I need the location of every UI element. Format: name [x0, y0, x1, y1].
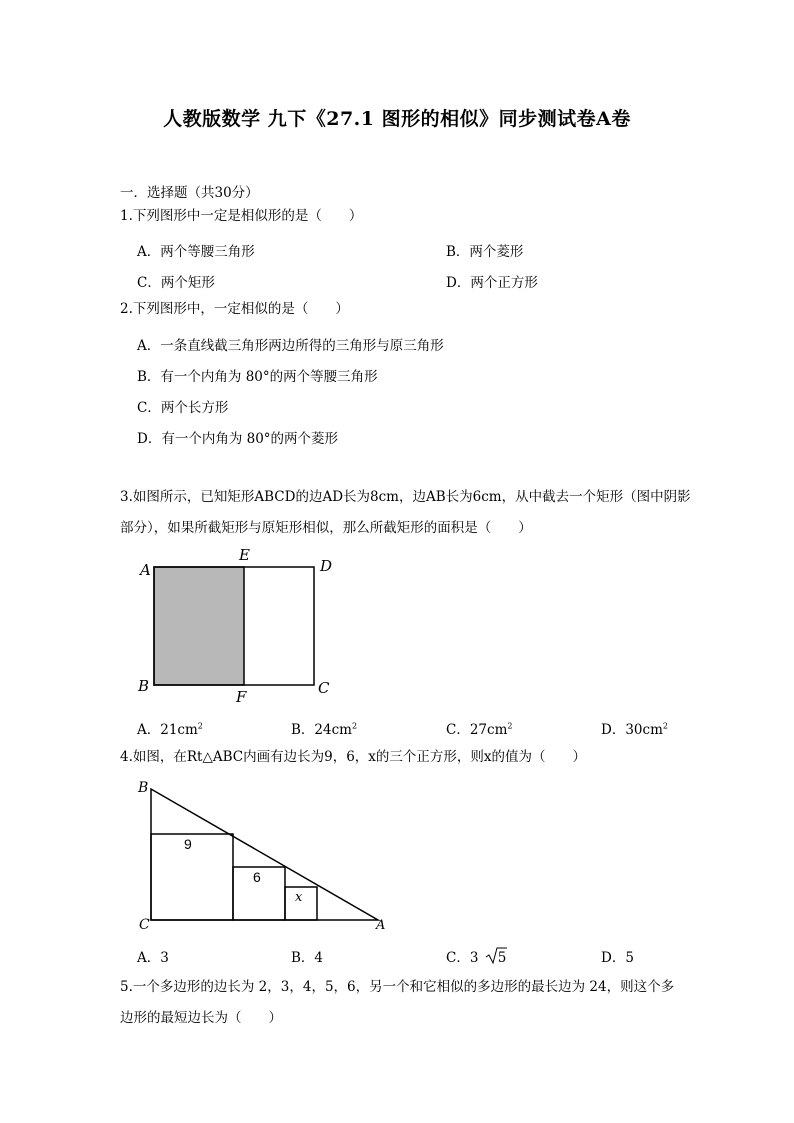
question-2-option-d: D．有一个内角为 80°的两个菱形 [137, 431, 339, 447]
question-4-stem: 4.如图，在Rt△ABC内画有边长为9，6，x的三个正方形，则x的值为（ ） [120, 749, 587, 765]
question-1-option-b: B．两个菱形 [446, 244, 524, 260]
question-5-stem-line1: 5.一个多边形的边长为 2，3，4，5，6，另一个和它相似的多边形的最长边为 24，则这个多 [120, 979, 675, 995]
shaded-rectangle-abfe [154, 567, 244, 685]
label-e: E [239, 546, 250, 564]
question-3-stem-line2: 部分），如果所截矩形与原矩形相似，那么所截矩形的面积是（ ） [120, 520, 532, 536]
label-a: A [376, 918, 386, 933]
question-2-option-c: C．两个长方形 [137, 400, 229, 416]
question-4-option-c: C．3 5 [446, 946, 506, 966]
question-4-option-b: B．4 [291, 950, 324, 966]
question-3-option-b: B．$24cm^2$ [291, 721, 358, 738]
question-1-option-d: D．两个正方形 [446, 275, 538, 291]
question-2-option-a: A．一条直线截三角形两边所得的三角形与原三角形 [137, 338, 444, 354]
question-4-option-d: D．5 [601, 950, 634, 966]
label-f: F [236, 688, 247, 706]
page-title: 人教版数学 九下《27.1 图形的相似》同步测试卷A卷 [163, 108, 631, 130]
sqrt-expression: 5 [483, 947, 507, 966]
label-c: C [318, 679, 330, 697]
section-header: 一．选择题（共30分） [120, 185, 259, 201]
square-6-label: 6 [253, 869, 261, 885]
question-2-option-b: B．有一个内角为 80°的两个等腰三角形 [137, 369, 378, 385]
question-3-stem-line1: 3.如图所示，已知矩形ABCD的边AD长为8cm，边AB长为6cm，从中截去一个矩形（图中阴影 [120, 489, 691, 505]
question-1-stem: 1.下列图形中一定是相似形的是（ ） [120, 208, 363, 224]
question-1-option-a: A．两个等腰三角形 [137, 244, 255, 260]
triangle-squares-figure [130, 775, 400, 940]
square-9 [151, 834, 233, 920]
label-c: C [139, 917, 150, 933]
question-5-stem-line2: 边形的最短边长为（ ） [120, 1010, 282, 1026]
label-b: B [138, 677, 150, 695]
label-b: B [138, 780, 149, 796]
rectangle-figure [130, 540, 350, 710]
label-a: A [140, 561, 151, 579]
question-3-option-c: C．$27cm^2$ [446, 721, 513, 738]
question-2-stem: 2.下列图形中，一定相似的是（ ） [120, 301, 349, 317]
question-4-option-a: A．3 [137, 950, 169, 966]
right-triangle-abc [151, 789, 378, 920]
square-x-label: x [295, 890, 303, 905]
question-1-option-c: C．两个矩形 [137, 275, 215, 291]
square-9-label: 9 [184, 836, 192, 852]
label-d: D [320, 557, 333, 575]
question-3-option-d: D．$30cm^2$ [601, 721, 668, 738]
question-3-option-a: A．$21cm^2$ [137, 721, 203, 738]
